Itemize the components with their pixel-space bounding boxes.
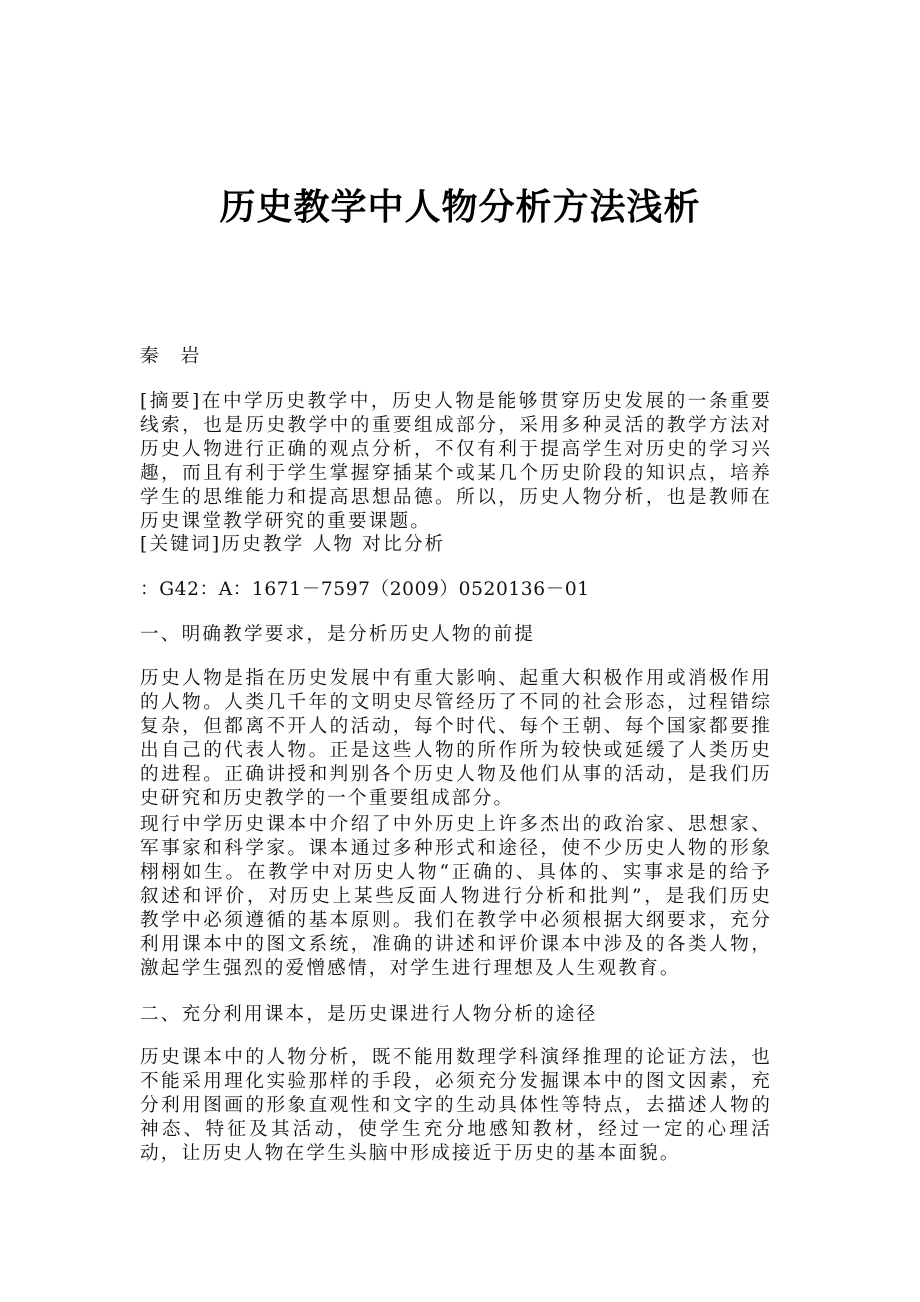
section-1-paragraph-2: 现行中学历史课本中介绍了中外历史上许多杰出的政治家、思想家、军事家和科学家。课本通过多种形式和途径，使不少历史人物的形象栩栩如生。在教学中对历史人物“正确的、具体的、实事求是的给予叙述和评价，对历史上某些反面人物进行分析和批判”，是我们历史教学中必须遵循的基本原则。我们在教学中必须根据大纲要求，充分利用课本中的图文系统，准确的讲述和评价课本中涉及的各类人物，激起学生强烈的爱憎感情，对学生进行理想及人生观教育。 xyxy=(140,814,772,979)
section-heading-1: 一、明确教学要求，是分析历史人物的前提 xyxy=(140,624,536,645)
section-2-paragraph-1: 历史课本中的人物分析，既不能用数理学科演绎推理的论证方法，也不能采用理化实验那样的手段，必须充分发掘课本中的图文因素，充分利用图画的形象直观性和文字的生动具体性等特点，去描述人物的神态、特征及其活动，使学生充分地感知教材，经过一定的心理活动，让历史人物在学生头脑中形成接近于历史的基本面貌。 xyxy=(140,1047,772,1164)
classification-code-line: ：G42：A：1671－7597（2009）0520136－01 xyxy=(140,579,590,600)
author-given-name: 岩 xyxy=(180,346,200,367)
author-surname: 秦 xyxy=(140,346,159,367)
abstract-paragraph: [摘要]在中学历史教学中，历史人物是能够贯穿历史发展的一条重要线索，也是历史教学中的重要组成部分，采用多种灵活的教学方法对历史人物进行正确的观点分析，不仅有利于提高学生对历史的学习兴趣，而且有利于学生掌握穿插某个或某几个历史阶段的知识点，培养学生的思维能力和提高思想品德。所以，历史人物分析，也是教师在历史课堂教学研究的重要课题。 xyxy=(140,391,772,532)
keywords-line: [关键词]历史教学 人物 对比分析 xyxy=(140,534,446,555)
section-heading-2: 二、充分利用课本，是历史课进行人物分析的途径 xyxy=(140,1004,598,1025)
section-1-paragraph-1: 历史人物是指在历史发展中有重大影响、起重大积极作用或消极作用的人物。人类几千年的文明史尽管经历了不同的社会形态，过程错综复杂，但都离不开人的活动，每个时代、每个王朝、每个国家都要推出自己的代表人物。正是这些人物的所作所为较快或延缓了人类历史的进程。正确讲授和判别各个历史人物及他们从事的活动，是我们历史研究和历史教学的一个重要组成部分。 xyxy=(140,668,772,809)
author-line xyxy=(140,345,772,369)
document-title: 历史教学中人物分析方法浅析 xyxy=(219,187,701,228)
